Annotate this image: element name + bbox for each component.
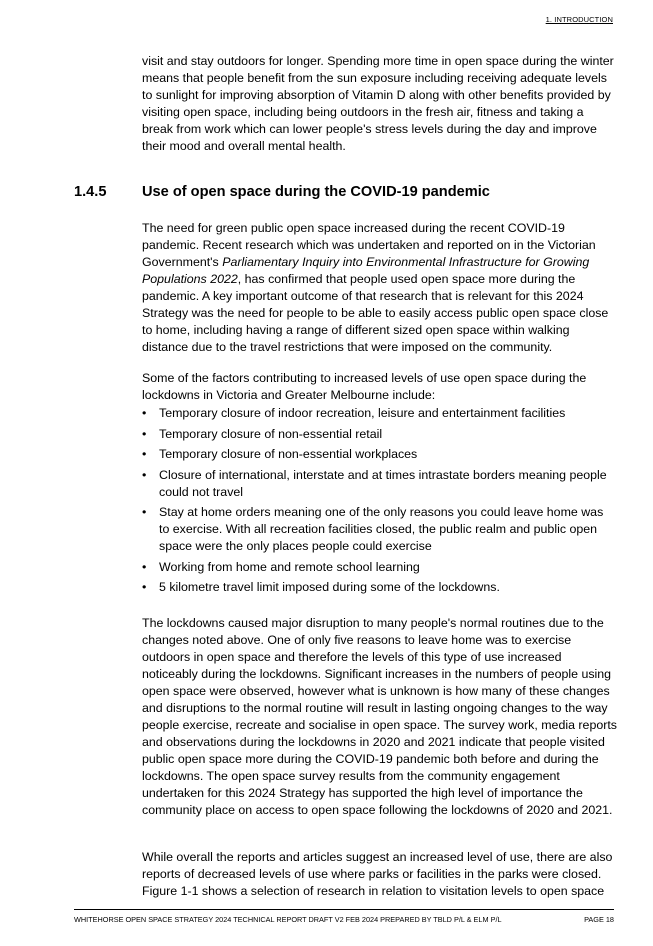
paragraph-lockdown-disruption: The lockdowns caused major disruption to many people's normal routines due to the changes noted above. One of only five reasons to leave home was to exercise outdoors in open space and therefore the levels of this type of use increased noticeably during the lockdowns. Significant increases in the numbers of people using open space were observed, however what is unknown is how many of these changes and disruptions to the normal routine will result in lasting ongoing changes to the way people exercise, recreate and socialise in open space. The survey work, media reports and observations during the lockdowns in 2020 and 2021 indicate that people visited public open space more during the COVID-19 pandemic both before and during the lockdowns. The open space survey results from the community engagement undertaken for this 2024 Strategy has supported the high level of importance the community place on access to open space following the lockdowns of 2020 and 2021. (142, 616, 617, 817)
bullet-icon: • (142, 467, 147, 482)
list-item (142, 446, 617, 463)
running-header-section: 1. INTRODUCTION (545, 15, 613, 24)
list-item (142, 467, 617, 501)
paragraph-factors-intro: Some of the factors contributing to increased levels of use open space during the lockdowns in Victoria and Greater Melbourne include: (142, 371, 587, 402)
footer-divider (74, 909, 614, 910)
list-item-text: Working from home and remote school learning (159, 559, 420, 574)
inquiry-title-italic: Parliamentary Inquiry into Environmental Infrastructure for Growing Populations 2022 (142, 255, 590, 286)
list-item-text: Stay at home orders meaning one of the only reasons you could leave home was to exercise. With all recreation facilities closed, the public realm and public open space were the only places people could exercise (159, 505, 604, 553)
paragraph-covid-need (142, 220, 617, 356)
list-item-text: 5 kilometre travel limit imposed during some of the lockdowns. (159, 580, 500, 594)
bullet-icon: • (142, 505, 147, 519)
list-item-text: Closure of international, interstate and at times intrastate borders meaning people could not travel (159, 467, 607, 499)
list-item (142, 504, 617, 555)
bullet-icon: • (142, 580, 147, 594)
section-title: Use of open space during the COVID-19 pandemic (142, 184, 490, 200)
bullet-icon: • (142, 559, 147, 574)
bullet-icon: • (142, 447, 147, 461)
list-item-text: Temporary closure of non-essential retail (159, 426, 383, 441)
list-item-text: Temporary closure of indoor recreation, leisure and entertainment facilities (159, 406, 566, 420)
page-number: PAGE 18 (584, 915, 614, 924)
page-footer (74, 915, 614, 924)
list-item (142, 579, 617, 596)
paragraph-covid-need-text-b: , has confirmed that people used open space more during the pandemic. A key important outcome of that research that is relevant for this 2024 Strategy was the need for people to be able to easily access public open space close to home, including having a range of different sized open space within walking distance due to the travel restrictions that were imposed on the community. (142, 272, 609, 354)
bullet-icon: • (142, 406, 147, 420)
list-item (142, 559, 617, 576)
paragraph-decreased-use: While overall the reports and articles suggest an increased level of use, there are also reports of decreased levels of use where parks or facilities in the parks were closed. Figure 1-1 shows a selection of research in relation to visitation levels to open space (142, 850, 613, 898)
list-item-text: Temporary closure of non-essential workplaces (159, 447, 418, 461)
list-item (142, 405, 617, 422)
factors-bullet-list (142, 405, 617, 600)
footer-document-info: WHITEHORSE OPEN SPACE STRATEGY 2024 TECHNICAL REPORT DRAFT V2 FEB 2024 PREPARED BY TBLD P/L & ELM P/L (74, 915, 502, 924)
list-item (142, 426, 617, 443)
bullet-icon: • (142, 426, 147, 441)
paragraph-intro-continued: visit and stay outdoors for longer. Spending more time in open space during the winter means that people benefit from the sun exposure including receiving adequate levels to sunlight for improving absorption of Vitamin D along with other benefits provided by visiting open space, including being outdoors in the fresh air, fitness and taking a break from work which can lower people's stress levels during the day and improve their mood and overall mental health. (142, 54, 614, 153)
section-heading (74, 184, 490, 200)
paragraph-covid-need-text-a: The need for green public open space increased during the recent COVID-19 pandemic. Recent research which was undertaken and reported on in the Victorian Government's (142, 221, 596, 269)
section-number: 1.4.5 (74, 184, 107, 200)
